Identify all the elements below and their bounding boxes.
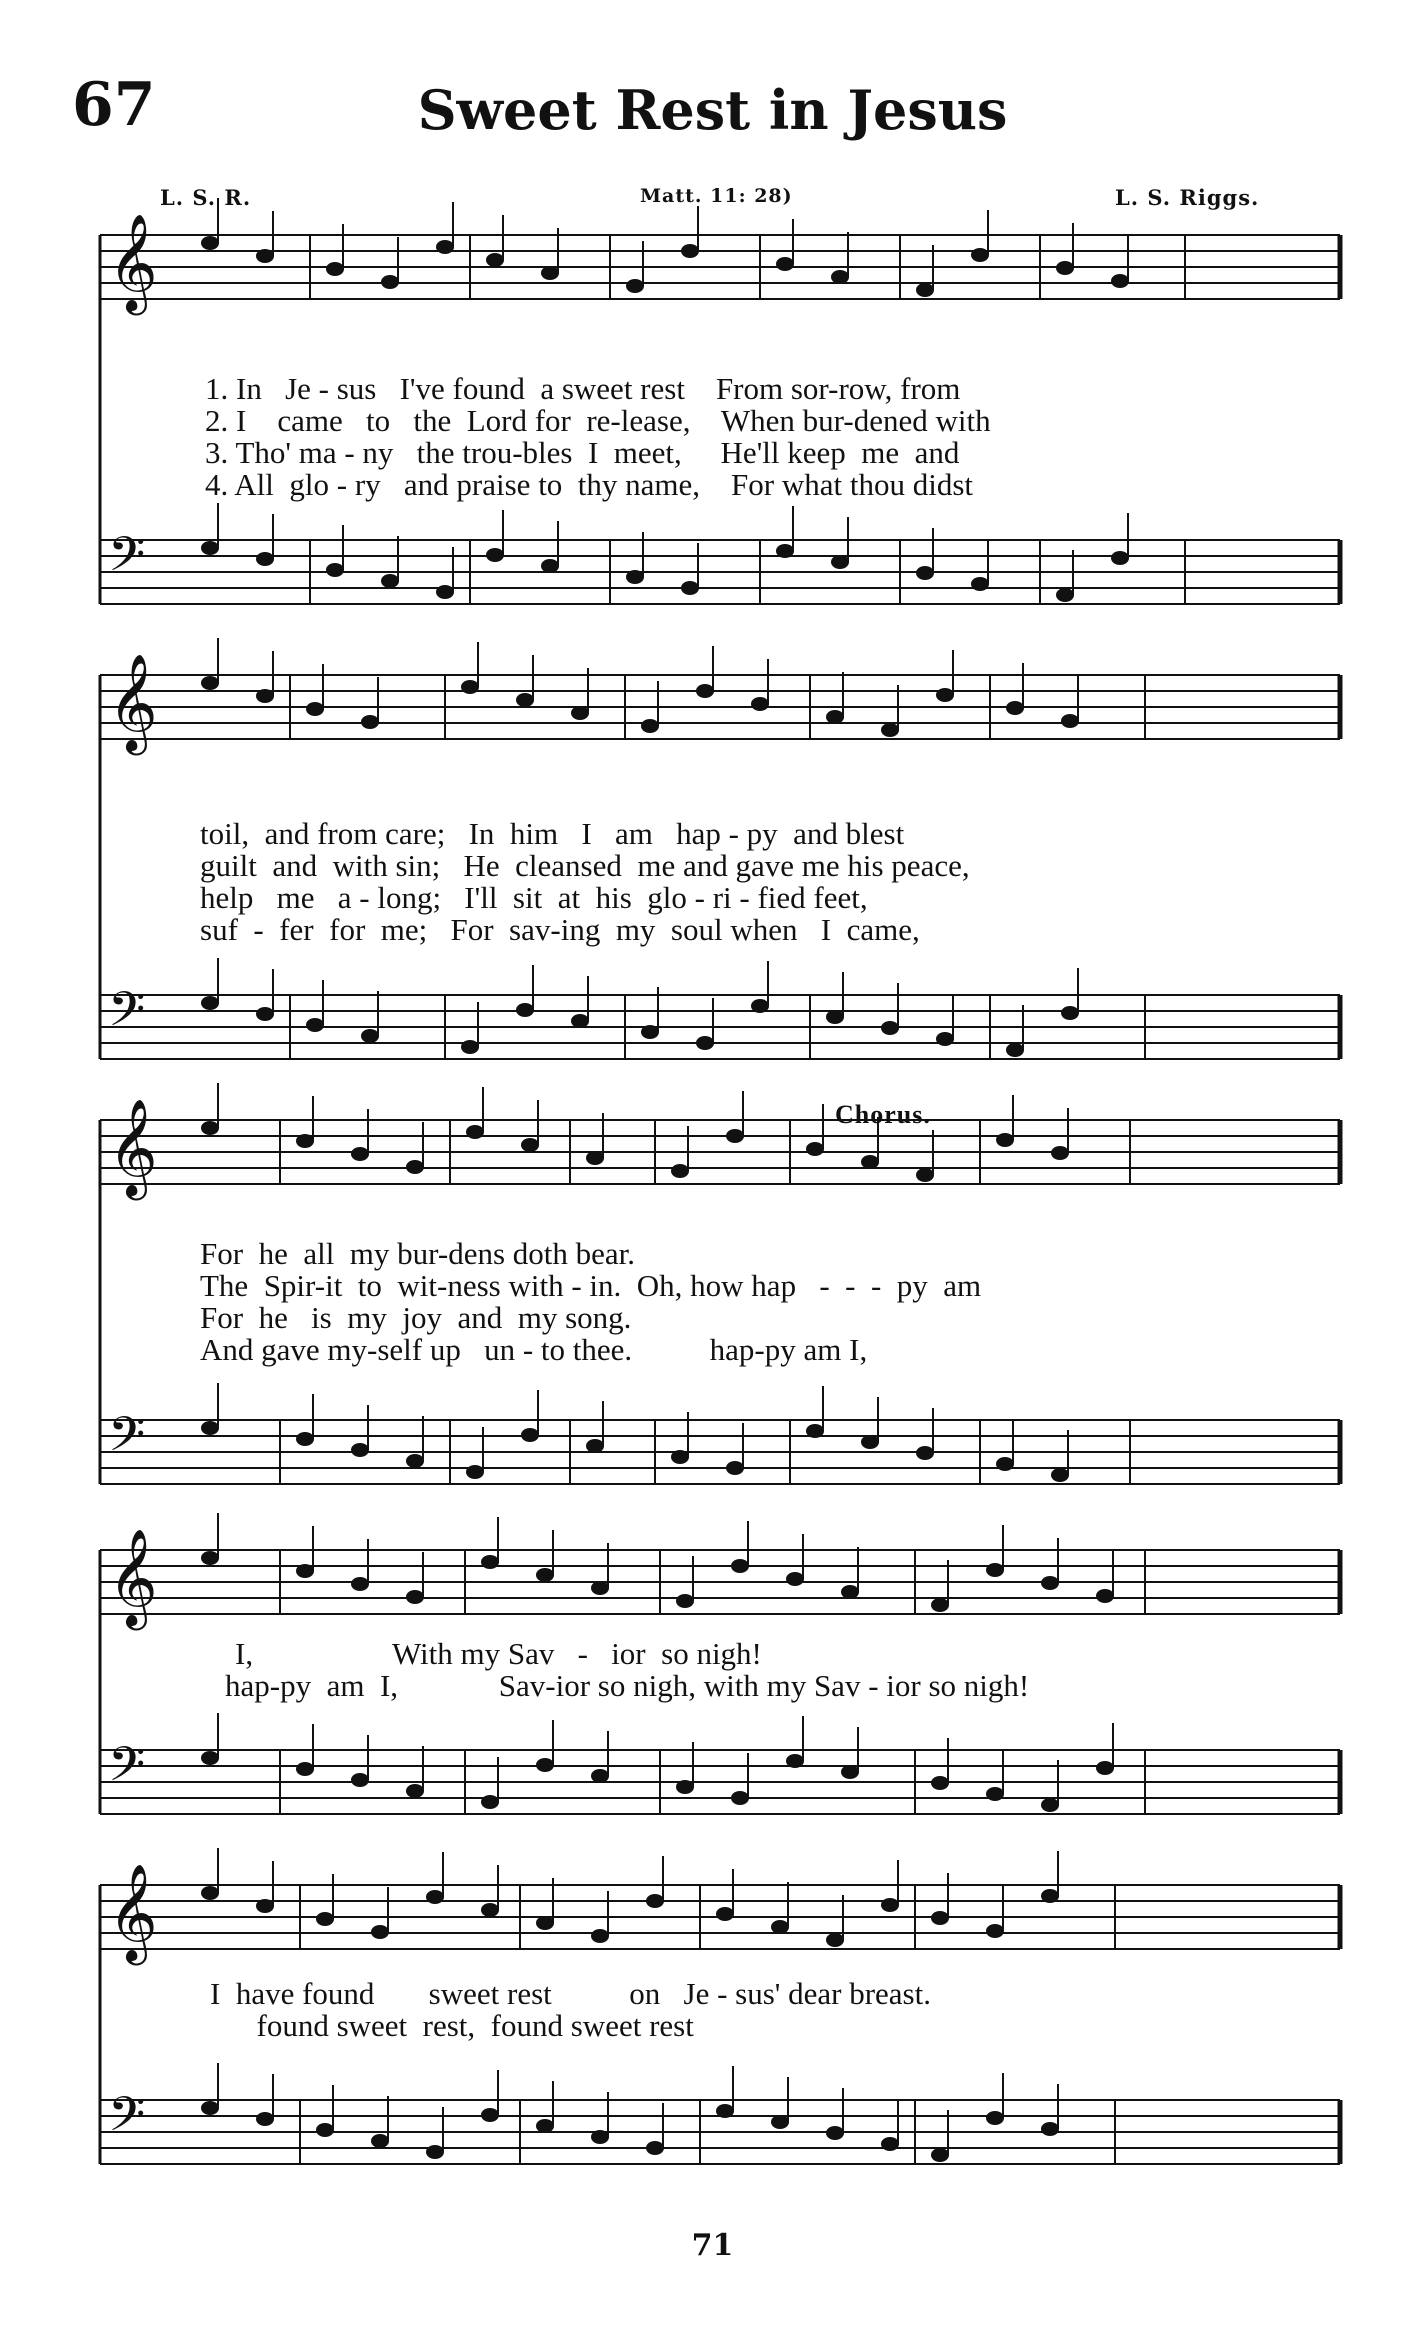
page-number: 71 (691, 2228, 734, 2263)
svg-text:𝄞: 𝄞 (108, 1528, 158, 1626)
music-system-3 (100, 1100, 1340, 1520)
hymn-title: Sweet Rest in Jesus (417, 78, 1008, 142)
lyric-line: suf - fer for me; For sav-ing my soul when I came, (200, 912, 920, 947)
svg-text:𝄢: 𝄢 (108, 981, 146, 1049)
lyric-line: 3. Tho' ma - ny the trou-bles I meet, He'll keep me and (205, 435, 960, 470)
svg-text:𝄞: 𝄞 (108, 213, 158, 311)
svg-text:𝄞: 𝄞 (108, 653, 158, 751)
lyric-line: I have found sweet rest on Je - sus' dear breast. (210, 1976, 931, 2011)
scripture-reference: Matt. 11: 28) (640, 185, 793, 207)
chorus-label: Chorus. (835, 1100, 931, 1129)
lyric-line: I, With my Sav - ior so nigh! (235, 1636, 762, 1671)
svg-text:𝄢: 𝄢 (108, 1406, 146, 1474)
music-system-2 (100, 653, 1340, 1090)
music-system-1 (100, 213, 1340, 615)
lyric-line: help me a - long; I'll sit at his glo - ri - fied feet, (200, 880, 868, 915)
lyric-line: found sweet rest, found sweet rest (210, 2008, 694, 2043)
music-system-5 (100, 1863, 1340, 2200)
words-credit: L. S. R. (160, 185, 252, 210)
svg-text:𝄢: 𝄢 (108, 2086, 146, 2154)
music-credit: L. S. Riggs. (1115, 185, 1260, 210)
lyric-line: For he is my joy and my song. (200, 1300, 632, 1335)
lyric-line: hap-py am I, Sav-ior so nigh, with my Sav - ior so nigh! (225, 1668, 1030, 1703)
svg-text:𝄞: 𝄞 (108, 1098, 158, 1196)
lyric-line: toil, and from care; In him I am hap - py and blest (200, 816, 905, 851)
svg-text:𝄢: 𝄢 (108, 1736, 146, 1804)
music-system-4 (100, 1530, 1340, 1850)
lyric-line: 2. I came to the Lord for re-lease, When bur-dened with (205, 403, 991, 438)
lyric-line: The Spir-it to wit-ness with - in. Oh, how hap - - - py am (200, 1268, 982, 1303)
svg-text:𝄢: 𝄢 (108, 526, 146, 594)
lyric-line: 1. In Je - sus I've found a sweet rest From sor-row, from (205, 371, 961, 406)
svg-text:𝄞: 𝄞 (108, 1863, 158, 1961)
hymn-number: 67 (72, 70, 156, 140)
lyric-line: And gave my-self up un - to thee. hap-py am I, (200, 1332, 868, 1367)
lyric-line: guilt and with sin; He cleansed me and gave me his peace, (200, 848, 970, 883)
lyric-line: For he all my bur-dens doth bear. (200, 1236, 636, 1271)
lyric-line: 4. All glo - ry and praise to thy name, For what thou didst (205, 467, 974, 502)
